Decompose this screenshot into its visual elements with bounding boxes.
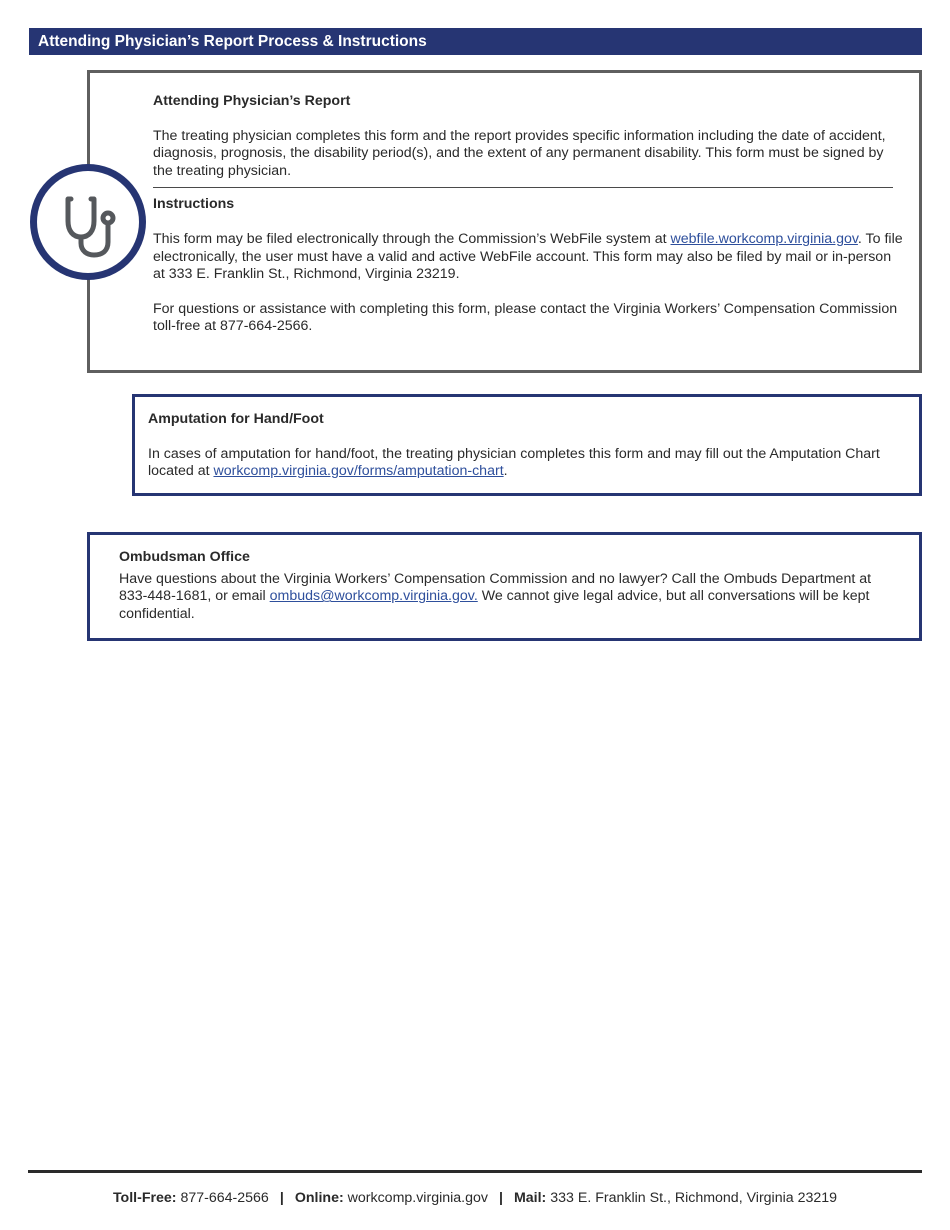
footer-tollfree-value: 877-664-2566 <box>176 1190 269 1206</box>
instructions-heading: Instructions <box>153 196 235 213</box>
footer-contact-line <box>0 1189 950 1207</box>
instructions-text-before-link: This form may be filed electronically through the Commission’s WebFile system at <box>153 230 671 247</box>
footer-tollfree-label: Toll-Free: <box>112 1190 177 1206</box>
section-divider <box>153 187 893 188</box>
amputation-text-after-link: . <box>503 463 508 480</box>
footer-separator: | <box>498 1190 503 1206</box>
ombudsman-heading: Ombudsman Office <box>119 549 250 565</box>
stethoscope-badge-inner <box>37 171 139 273</box>
webfile-link[interactable]: webfile.workcomp.virginia.gov <box>670 230 858 247</box>
page-title: Attending Physician’s Report Process & Instructions <box>38 33 427 50</box>
report-heading: Attending Physician’s Report <box>153 93 351 109</box>
report-instructions-box <box>87 70 922 373</box>
instructions-paragraph-contact: For questions or assistance with completing this form, please contact the Virginia Workers’ Compensation Commission toll-free at 877-664-2566. <box>153 300 898 335</box>
amputation-chart-link[interactable]: workcomp.virginia.gov/forms/amputation-chart <box>213 463 504 480</box>
ombudsman-content <box>119 549 899 623</box>
footer-divider <box>28 1170 922 1173</box>
footer-separator: | <box>279 1190 284 1206</box>
amputation-content <box>148 411 908 481</box>
instructions-text-after-link: . To file electronically, the user must have a valid and active WebFile account. This form may also be filed by mail or in-person at 333 E. Franklin St., Richmond, Virginia 23219. <box>153 230 903 283</box>
page-title-bar <box>29 28 922 55</box>
ombudsman-box <box>87 532 922 641</box>
ombudsman-paragraph <box>119 571 899 624</box>
ombudsman-text-before-email: Have questions about the Virginia Workers’ Compensation Commission and no lawyer? Call the Ombuds Department at 833-448-1681, or email <box>119 570 872 605</box>
footer-online-value: workcomp.virginia.gov <box>343 1190 488 1206</box>
report-description: The treating physician completes this form and the report provides specific information including the date of accident, diagnosis, prognosis, the disability period(s), and the extent of any permanent disability. This form must be signed by the treating physician. <box>153 127 886 179</box>
ombudsman-text-after-email: We cannot give legal advice, but all conversations will be kept confidential. <box>119 588 870 622</box>
footer-online-label: Online: <box>294 1190 344 1206</box>
amputation-paragraph <box>148 446 908 481</box>
ombudsman-email-link[interactable]: ombuds@workcomp.virginia.gov. <box>269 588 478 605</box>
footer-mail-label: Mail: <box>513 1190 547 1206</box>
report-instructions-content <box>153 93 905 336</box>
stethoscope-badge <box>30 164 146 280</box>
instructions-paragraph-filing <box>153 231 905 284</box>
stethoscope-icon <box>37 171 139 273</box>
footer-mail-value: 333 E. Franklin St., Richmond, Virginia 23219 <box>546 1190 838 1206</box>
amputation-heading: Amputation for Hand/Foot <box>148 411 324 427</box>
amputation-text-before-link: In cases of amputation for hand/foot, the treating physician completes this form and may fill out the Amputation Chart located at <box>148 445 880 480</box>
amputation-box <box>132 394 922 496</box>
